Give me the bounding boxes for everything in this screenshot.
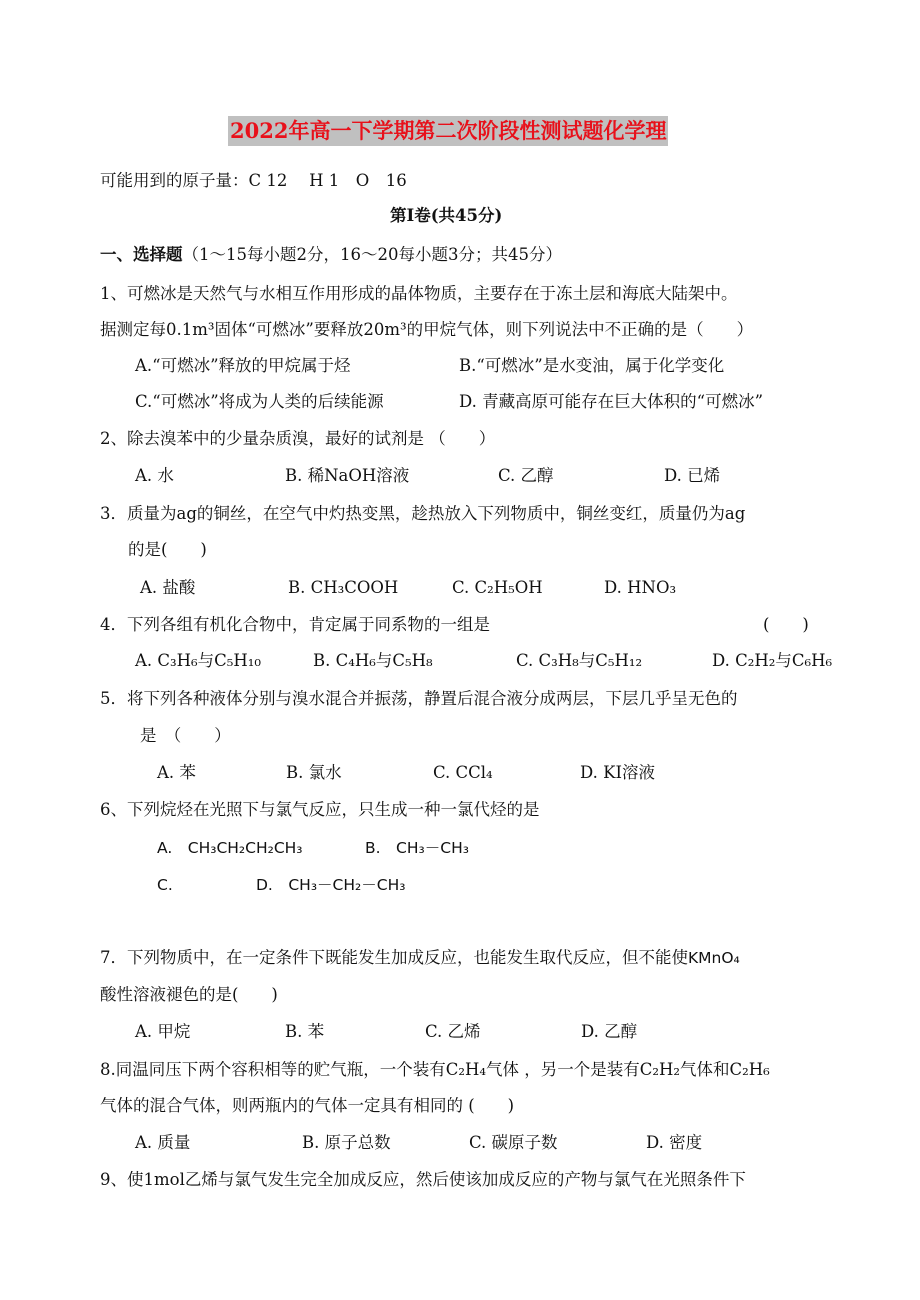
question-5-option-a: A. 苯 [157, 763, 196, 782]
question-2-stem: 2、除去溴苯中的少量杂质溴，最好的试剂是 （ ） [100, 429, 496, 448]
question-8-stem-line-2: 气体的混合气体，则两瓶内的气体一定具有相同的 ( ) [100, 1096, 515, 1115]
question-1-stem-line-1: 1、可燃冰是天然气与水相互作用形成的晶体物质，主要存在于冻土层和海底大陆架中。 [100, 284, 738, 303]
question-2-option-a: A. 水 [135, 466, 174, 485]
question-2-option-b: B. 稀NaOH溶液 [285, 466, 410, 485]
question-6-option-c: C. [157, 876, 173, 894]
question-8-option-a: A. 质量 [135, 1133, 191, 1152]
question-6-option-b: B. CH₃－CH₃ [365, 839, 469, 857]
question-5-option-b: B. 氯水 [286, 763, 342, 782]
question-4-option-c: C. C₃H₈与C₅H₁₂ [516, 651, 643, 670]
question-8-stem-line-1: 8.同温同压下两个容积相等的贮气瓶，一个装有C₂H₄气体 ，另一个是装有C₂H₂气体和C₂H₆ [100, 1060, 770, 1079]
part-title: 一、选择题 [100, 245, 183, 264]
question-4-option-b: B. C₄H₆与C₅H₈ [313, 651, 433, 670]
question-3-option-c: C. C₂H₅OH [452, 578, 543, 597]
question-6-stem: 6、下列烷烃在光照下与氯气反应，只生成一种一氯代烃的是 [100, 800, 540, 819]
question-1-option-c: C.“可燃冰”将成为人类的后续能源 [135, 392, 384, 411]
part-heading [100, 245, 562, 265]
question-7-option-b: B. 苯 [285, 1022, 325, 1041]
section-heading [390, 206, 502, 226]
question-6-option-a: A. CH₃CH₂CH₂CH₃ [157, 839, 303, 857]
question-1-option-b: B.“可燃冰”是水变油，属于化学变化 [459, 356, 725, 375]
document-title: 2022年高一下学期第二次阶段性测试题化学理 [228, 116, 668, 146]
question-9-stem: 9、使1mol乙烯与氯气发生完全加成反应，然后使该加成反应的产物与氯气在光照条件下 [100, 1170, 746, 1189]
question-3-option-b: B. CH₃COOH [288, 578, 399, 597]
question-1-option-d: D. 青藏高原可能存在巨大体积的“可燃冰” [459, 392, 764, 411]
question-4-option-d: D. C₂H₂与C₆H₆ [712, 651, 833, 670]
section-label: 第Ⅰ卷(共45分) [390, 206, 503, 225]
question-7-option-d: D. 乙醇 [581, 1022, 638, 1041]
question-4-answer-blank: ( ) [763, 615, 809, 634]
question-8-option-b: B. 原子总数 [302, 1133, 391, 1152]
question-3-stem-line-2: 的是( ) [128, 540, 207, 559]
question-2-option-c: C. 乙醇 [498, 466, 554, 485]
question-3-option-a: A. 盐酸 [140, 578, 196, 597]
part-note: （1～15每小题2分，16～20每小题3分；共45分） [182, 245, 562, 264]
question-3-stem-line-1: 3．质量为ag的铜丝，在空气中灼热变黑，趁热放入下列物质中，铜丝变红，质量仍为ag [100, 504, 746, 523]
question-5-option-c: C. CCl₄ [433, 763, 493, 782]
atomic-mass-note: 可能用到的原子量：C 12 H 1 O 16 [100, 171, 407, 190]
question-7-stem-text: 7．下列物质中，在一定条件下既能发生加成反应，也能发生取代反应，但不能使 [100, 948, 688, 967]
question-7-stem-line-2: 酸性溶液褪色的是( ) [100, 985, 278, 1004]
question-5-stem-line-2: 是 （ ） [140, 726, 231, 745]
question-5-option-d: D. KI溶液 [580, 763, 655, 782]
question-3-option-d: D. HNO₃ [604, 578, 677, 597]
question-4-stem: 4．下列各组有机化合物中，肯定属于同系物的一组是 [100, 615, 490, 634]
question-2-option-d: D. 已烯 [664, 466, 721, 485]
question-8-option-c: C. 碳原子数 [469, 1133, 558, 1152]
question-5-stem-line-1: 5．将下列各种液体分别与溴水混合并振荡，静置后混合液分成两层，下层几乎呈无色的 [100, 689, 738, 708]
question-1-stem-line-2: 据测定每0.1m³固体“可燃冰”要释放20m³的甲烷气体，则下列说法中不正确的是（ ） [100, 320, 754, 339]
question-7-formula: KMnO₄ [688, 949, 740, 967]
question-7-option-c: C. 乙烯 [425, 1022, 481, 1041]
question-4-option-a: A. C₃H₆与C₅H₁₀ [135, 651, 262, 670]
question-8-option-d: D. 密度 [646, 1133, 703, 1152]
question-1-option-a: A.“可燃冰”释放的甲烷属于烃 [135, 356, 351, 375]
question-7-option-a: A. 甲烷 [135, 1022, 191, 1041]
question-6-option-d: D. CH₃－CH₂－CH₃ [256, 876, 406, 894]
question-7-stem-line-1 [100, 948, 740, 968]
